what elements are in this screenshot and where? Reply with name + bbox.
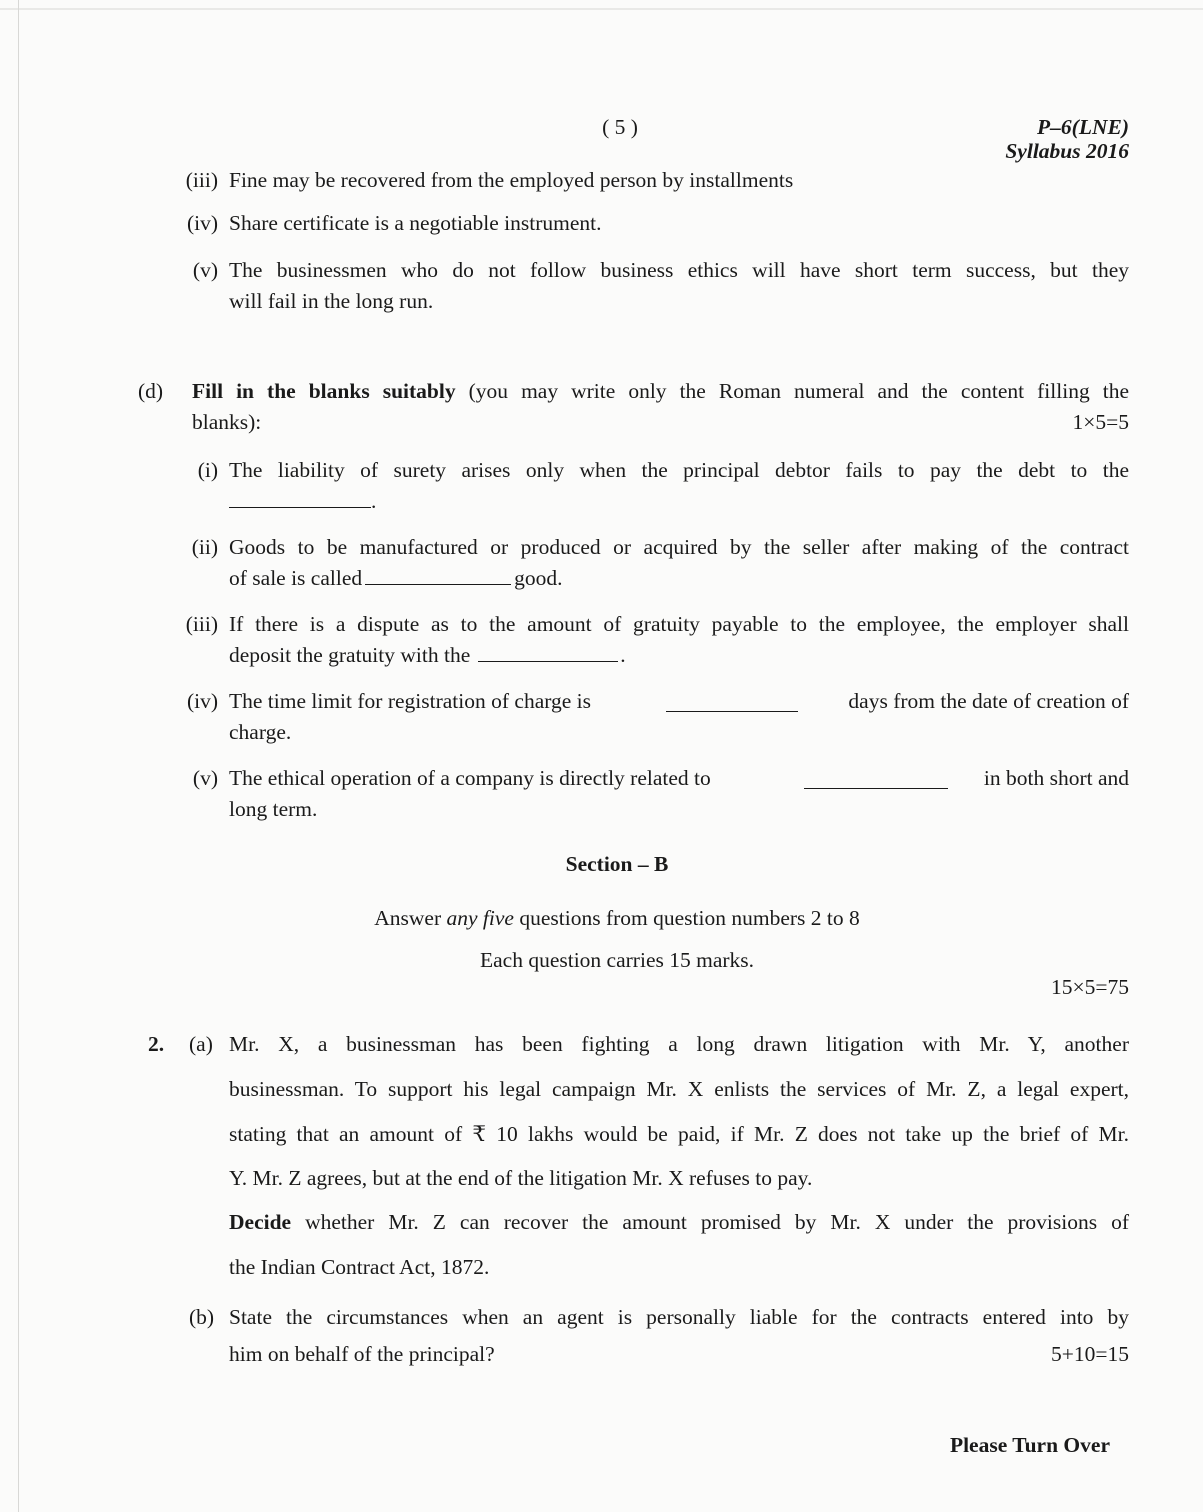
decide-text: whether Mr. Z can recover the amount promised by Mr. X under the provisions of <box>305 1210 1130 1234</box>
blank-item-line2 <box>229 486 629 517</box>
question-text: businessman. To support his legal campaign Mr. X enlists the services of Mr. Z, a legal expert, <box>229 1077 1129 1101</box>
blank-item-text: The liability of surety arises only when the principal debtor fails to pay the debt to the <box>229 458 1129 482</box>
blank-item-number: (iv) <box>186 689 218 713</box>
blank-item-line2: long term. <box>229 797 318 821</box>
blank-item-line2: charge. <box>229 720 292 744</box>
paper-code: P–6(LNE) <box>1037 115 1129 139</box>
blank-item-number: (iii) <box>185 612 218 636</box>
blank-item-number: (i) <box>197 458 218 482</box>
part-label: (d) <box>138 379 164 403</box>
scan-left-edge <box>18 0 19 1512</box>
instruction-end: questions from question numbers 2 to 8 <box>519 906 860 930</box>
item-text: will fail in the long run. <box>229 289 434 313</box>
item-number: (v) <box>192 258 218 282</box>
blank-item-end: in both short and <box>983 766 1129 790</box>
section-instruction <box>217 903 1017 934</box>
question-number: 2. <box>148 1032 165 1056</box>
item-number: (iii) <box>185 168 218 192</box>
section-title: Section – B <box>565 852 669 876</box>
decide-line <box>229 1207 1129 1238</box>
instruction-italic: any five <box>446 906 514 930</box>
question-text: stating that an amount of ₹ 10 lakhs would be paid, if Mr. Z does not take up the brief of Mr. <box>229 1122 1129 1146</box>
subquestion-label: (b) <box>189 1305 215 1329</box>
part-d-heading-line2: blanks): <box>192 410 262 434</box>
blank-item-start: The ethical operation of a company is directly related to <box>229 766 711 790</box>
section-total-marks: 15×5=75 <box>1050 975 1129 999</box>
blank-item-end: . <box>620 643 626 667</box>
decide-line2: the Indian Contract Act, 1872. <box>229 1255 490 1279</box>
blank-item-text: Goods to be manufactured or produced or acquired by the seller after making of the contract <box>229 535 1129 559</box>
question-text: Mr. X, a businessman has been fighting a long drawn litigation with Mr. Y, another <box>229 1032 1129 1056</box>
subquestion-label: (a) <box>189 1032 213 1056</box>
item-text: Share certificate is a negotiable instrument. <box>229 211 602 235</box>
blank-item-start: The time limit for registration of charge is <box>229 689 592 713</box>
item-text: The businessmen who do not follow business ethics will have short term success, but they <box>229 258 1129 282</box>
part-d-heading-rest: (you may write only the Roman numeral and the content filling the <box>468 379 1129 403</box>
question-text: him on behalf of the principal? <box>229 1342 495 1366</box>
blank-item-end: good. <box>514 566 563 590</box>
part-d-heading-bold: Fill in the blanks suitably <box>192 379 456 403</box>
part-d-marks: 1×5=5 <box>1072 410 1129 434</box>
answer-blank <box>229 489 371 508</box>
decide-bold: Decide <box>229 1210 292 1234</box>
blank-item-start: of sale is called <box>229 566 363 590</box>
blank-item-end: days from the date of creation of <box>848 689 1129 713</box>
syllabus-label: Syllabus 2016 <box>1005 139 1129 163</box>
scan-top-edge <box>0 8 1203 10</box>
instruction-start: Answer <box>374 906 442 930</box>
item-number: (iv) <box>186 211 218 235</box>
blank-item-text: If there is a dispute as to the amount of gratuity payable to the employee, the employer shall <box>229 612 1129 636</box>
answer-blank <box>666 693 798 712</box>
item-text: Fine may be recovered from the employed person by installments <box>229 168 794 192</box>
turn-over-label: Please Turn Over <box>949 1433 1110 1457</box>
page-number: ( 5 ) <box>602 115 638 139</box>
blank-item-line2 <box>229 640 829 671</box>
answer-blank <box>478 643 618 662</box>
part-d-heading <box>192 376 1129 407</box>
blank-item-start: deposit the gratuity with the <box>229 643 471 667</box>
question-text: Y. Mr. Z agrees, but at the end of the litigation Mr. X refuses to pay. <box>229 1166 813 1190</box>
question-marks: 5+10=15 <box>1050 1342 1129 1366</box>
blank-item-number: (v) <box>192 766 218 790</box>
blank-item-number: (ii) <box>191 535 218 559</box>
blank-item-end: . <box>371 489 377 513</box>
answer-blank <box>804 770 948 789</box>
blank-item-line2 <box>229 563 829 594</box>
section-marks-line: Each question carries 15 marks. <box>479 948 755 972</box>
question-text: State the circumstances when an agent is personally liable for the contracts entered into by <box>229 1305 1129 1329</box>
answer-blank <box>365 566 511 585</box>
